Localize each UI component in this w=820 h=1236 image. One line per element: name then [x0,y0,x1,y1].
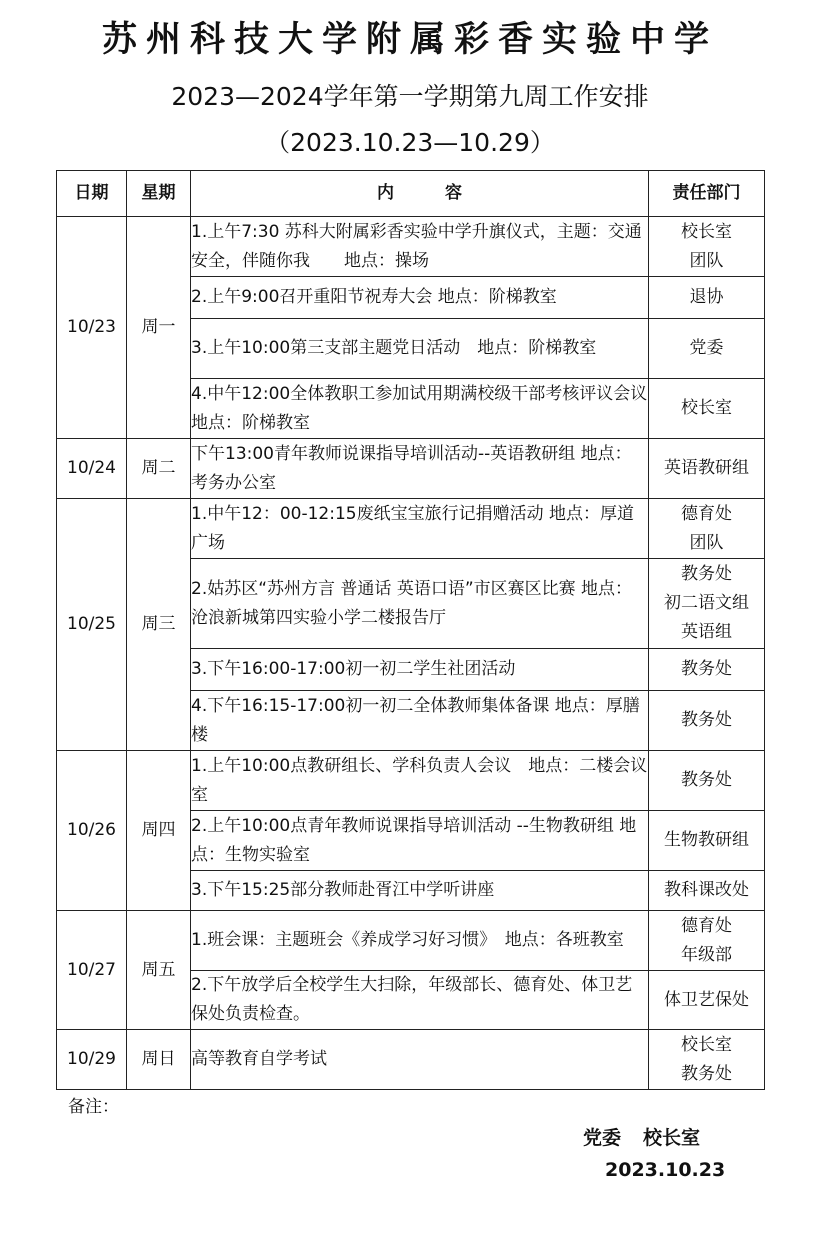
content-cell: 2.上午10:00点青年教师说课指导培训活动 --生物教研组 地点：生物实验室 [191,811,649,871]
content-cell: 下午13:00青年教师说课指导培训活动--英语教研组 地点：考务办公室 [191,439,649,499]
dept-name: 校长室 [681,1034,732,1055]
date-cell: 10/29 [57,1030,127,1090]
date-cell: 10/27 [57,911,127,1030]
dept-cell [649,811,765,871]
weekday-cell: 周二 [127,439,191,499]
signer-principal-office: 校长室 [643,1127,701,1149]
dept-name: 教务处 [681,1063,732,1084]
weekday-cell: 周三 [127,499,191,751]
content-cell: 2.上午9:00召开重阳节祝寿大会 地点：阶梯教室 [191,277,649,319]
dept-name: 英语教研组 [664,458,749,478]
content-cell: 3.上午10:00第三支部主题党日活动 地点：阶梯教室 [191,319,649,379]
date-cell: 10/23 [57,217,127,439]
content-cell: 3.下午16:00-17:00初一初二学生社团活动 [191,649,649,691]
header-dept: 责任部门 [649,171,765,217]
dept-name: 教务处 [681,659,732,679]
school-title: 苏州科技大学附属彩香实验中学 [101,20,718,60]
content-cell: 4.下午16:15-17:00初一初二全体教师集体备课 地点：厚膳楼 [191,691,649,751]
table-row [57,217,765,277]
dept-name: 初二语文组 [664,593,749,613]
dept-cell [649,691,765,751]
dept-cell [649,871,765,911]
dept-cell [649,971,765,1030]
content-cell: 2.姑苏区“苏州方言 普通话 英语口语”市区赛区比赛 地点：沧浪新城第四实验小学二楼报告厅 [191,559,649,649]
dept-name: 德育处 [681,915,732,936]
table-row [57,439,765,499]
dept-cell [649,499,765,559]
weekday-cell: 周五 [127,911,191,1030]
remarks-label: 备注： [68,1097,119,1117]
dept-cell [649,319,765,379]
dept-name: 教务处 [681,770,732,790]
table-row [57,751,765,811]
signer-party-committee: 党委 [583,1127,622,1149]
table-row [57,1030,765,1090]
content-cell: 1.上午7:30 苏科大附属彩香实验中学升旗仪式，主题：交通安全，伴随你我 地点：操场 [191,217,649,277]
dept-name: 校长室 [681,398,732,418]
content-cell: 3.下午15:25部分教师赴胥江中学听讲座 [191,871,649,911]
dept-cell [649,559,765,649]
header-weekday: 星期 [127,171,191,217]
dept-name: 生物教研组 [664,830,749,850]
signature-date: 2023.10.23 [605,1159,726,1181]
dept-name: 教务处 [681,710,732,730]
content-cell: 4.中午12:00全体教职工参加试用期满校级干部考核评议会议 地点：阶梯教室 [191,379,649,439]
dept-name: 德育处 [681,503,732,524]
table-header-row [57,171,765,217]
dept-cell [649,649,765,691]
schedule-table [56,170,765,1090]
date-cell: 10/26 [57,751,127,911]
content-cell: 2.下午放学后全校学生大扫除，年级部长、德育处、体卫艺保处负责检查。 [191,971,649,1030]
table-row [57,911,765,971]
header-date: 日期 [57,171,127,217]
dept-cell [649,911,765,971]
dept-cell [649,439,765,499]
dept-name: 退协 [689,287,724,307]
content-cell: 高等教育自学考试 [191,1030,649,1090]
dept-name: 年级部 [681,944,732,965]
date-cell: 10/24 [57,439,127,499]
signature-block [583,1124,722,1152]
content-cell: 1.中午12：00-12:15废纸宝宝旅行记捐赠活动 地点：厚道广场 [191,499,649,559]
dept-name: 团队 [689,250,724,271]
dept-name: 教务处 [681,564,732,584]
dept-name: 教科课改处 [664,880,749,900]
table-row [57,499,765,559]
weekday-cell: 周四 [127,751,191,911]
header-content: 内 容 [191,171,649,217]
dept-name: 团队 [689,532,724,553]
date-cell: 10/25 [57,499,127,751]
schedule-subtitle: 2023—2024学年第一学期第九周工作安排 [171,82,649,111]
dept-cell [649,1030,765,1090]
dept-name: 体卫艺保处 [664,989,749,1010]
weekday-cell: 周日 [127,1030,191,1090]
dept-cell [649,379,765,439]
dept-name: 英语组 [681,622,732,642]
dept-cell [649,217,765,277]
dept-name: 校长室 [681,221,732,242]
date-range: （2023.10.23—10.29） [265,128,555,157]
dept-cell [649,277,765,319]
weekday-cell: 周一 [127,217,191,439]
content-cell: 1.班会课：主题班会《养成学习好习惯》 地点：各班教室 [191,911,649,971]
content-cell: 1.上午10:00点教研组长、学科负责人会议 地点：二楼会议室 [191,751,649,811]
dept-cell [649,751,765,811]
dept-name: 党委 [689,338,724,358]
